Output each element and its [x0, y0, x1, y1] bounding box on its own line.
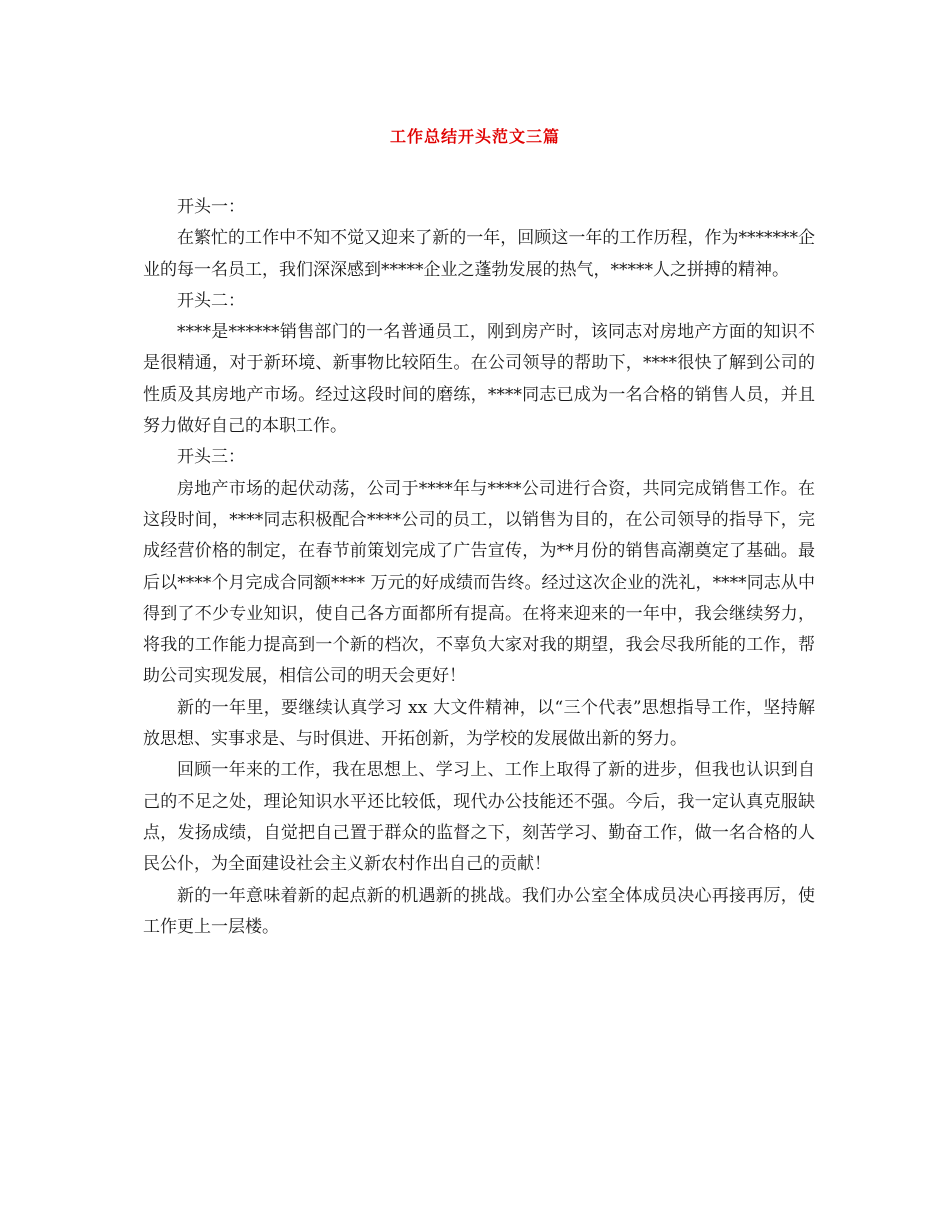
heading-opening-2: 开头二：: [177, 290, 245, 311]
paragraph-closing: 新的一年意味着新的起点新的机遇新的挑战。我们办公室全体成员决心再接再厉，使工作更上一层楼。: [143, 885, 815, 937]
document-title: 工作总结开头范文三篇: [389, 127, 560, 146]
heading-opening-1: 开头一：: [177, 197, 245, 217]
heading-opening-3: 开头三：: [177, 447, 245, 468]
paragraph-opening-3: 房地产市场的起伏动荡，公司于****年与****公司进行合资，共同完成销售工作。在这段时间，****同志积极配合****公司的员工，以销售为目的，在公司领导的指导下，完成经营价格的制定，在春节前策划完成了广告宣传，为**月份的销售高潮奠定了基础。最后以****个月完成合同额**** 万元的好成绩而告终。经过这次企业的洗礼，****同志从中得到了不少专业知识，使自己各方面都所有提高。在将来迎来的一年中，我会继续努力，将我的工作能力提高到一个新的档次，不辜负大家对我的期望，我会尽我所能的工作，帮助公司实现发展，相信公司的明天会更好！: [143, 478, 815, 687]
paragraph-new-year-study: 新的一年里，要继续认真学习 xx 大文件精神，以“三个代表”思想指导工作，坚持解放思想、实事求是、与时俱进、开拓创新，为学校的发展做出新的努力。: [143, 697, 815, 750]
paragraph-opening-2: ****是******销售部门的一名普通员工，刚到房产时，该同志对房地产方面的知识不是很精通，对于新环境、新事物比较陌生。在公司领导的帮助下，****很快了解到公司的性质及其房地产市场。经过这段时间的磨练，****同志已成为一名合格的销售人员，并且努力做好自己的本职工作。: [143, 322, 815, 437]
paragraph-review: 回顾一年来的工作，我在思想上、学习上、工作上取得了新的进步，但我也认识到自己的不足之处，理论知识水平还比较低，现代办公技能还不强。今后，我一定认真克服缺点，发扬成绩，自觉把自己置于群众的监督之下，刻苦学习、勤奋工作，做一名合格的人民公仆，为全面建设社会主义新农村作出自己的贡献！: [143, 760, 815, 875]
document-body: [143, 192, 815, 943]
paragraph-opening-1: 在繁忙的工作中不知不觉又迎来了新的一年，回顾这一年的工作历程，作为*******企业的每一名员工，我们深深感到*****企业之蓬勃发展的热气，*****人之拼搏的精神。: [143, 228, 815, 280]
